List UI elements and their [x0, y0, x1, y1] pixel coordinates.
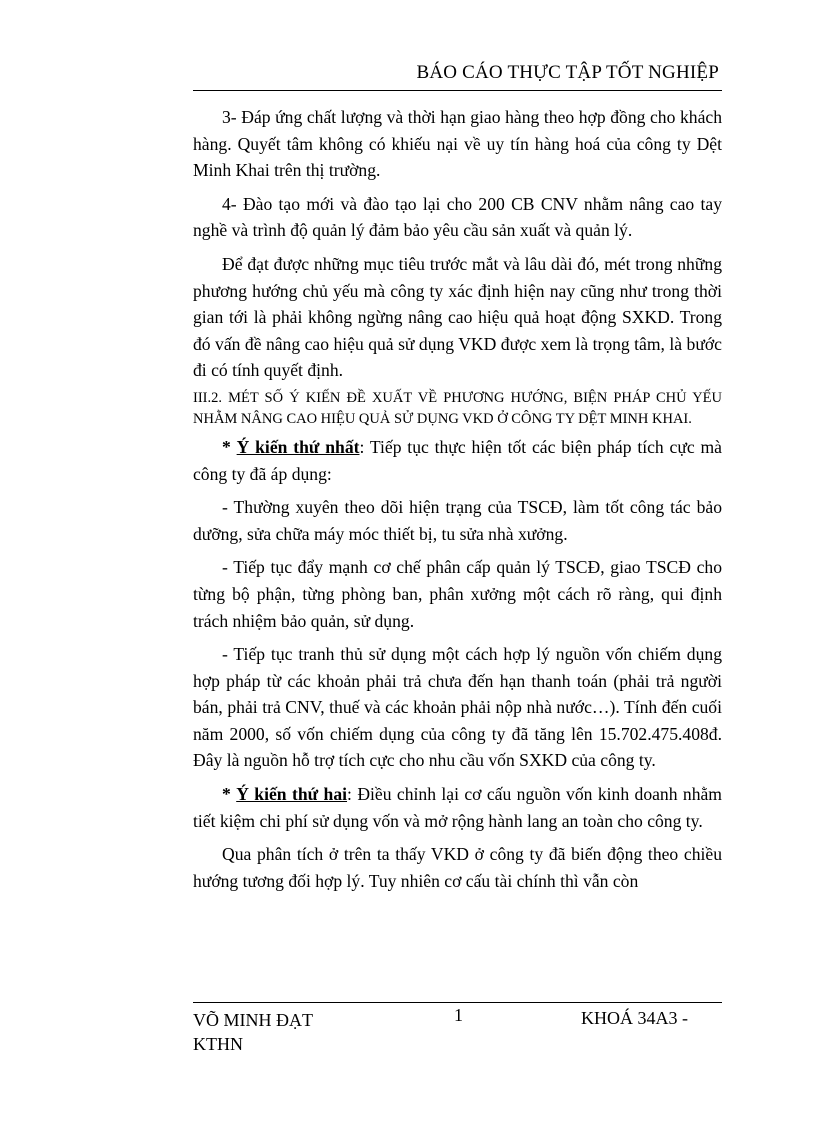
- paragraph-opinion-2: [193, 781, 722, 834]
- opinion-1-label: Ý kiến thứ nhất: [236, 436, 360, 457]
- page-header-title: BÁO CÁO THỰC TẬP TỐT NGHIỆP: [416, 62, 719, 83]
- footer-course: KHOÁ 34A3 -: [581, 1008, 688, 1028]
- bullet-decentralization: - Tiếp tục đẩy mạnh cơ chế phân cấp quản lý TSCĐ, giao TSCĐ cho từng bộ phận, từng phòng ban, phân xưởng một cách rõ ràng, qui định trách nhiệm bảo quản, sử dụng.: [193, 557, 722, 631]
- footer-divider: [193, 1002, 722, 1003]
- page-number: 1: [454, 1005, 463, 1025]
- opinion-2-label: Ý kiến thứ hai: [236, 784, 348, 805]
- document-body: [193, 104, 722, 901]
- paragraph-goal-4: 4- Đào tạo mới và đào tạo lại cho 200 CB CNV nhằm nâng cao tay nghề và trình độ quản lý đảm bảo yêu cầu sản xuất và quản lý.: [193, 193, 722, 241]
- opinion-2-text: : Điều chỉnh lại cơ cấu nguồn vốn kinh doanh nhằm tiết kiệm chi phí sử dụng vốn và mở rộng hành lang an toàn cho công ty.: [193, 784, 722, 831]
- bullet-maintenance: - Thường xuyên theo dõi hiện trạng của TSCĐ, làm tốt công tác bảo dưỡng, sửa chữa máy móc thiết bị, tu sửa nhà xưởng.: [193, 497, 722, 544]
- bullet-star: *: [222, 784, 231, 805]
- paragraph-analysis: Qua phân tích ở trên ta thấy VKD ở công ty đã biến động theo chiều hướng tương đối hợp lý. Tuy nhiên cơ cấu tài chính thì vẫn còn: [193, 844, 722, 891]
- header-divider: [193, 90, 722, 91]
- bullet-star: *: [222, 436, 231, 457]
- section-heading: III.2. MÉT SỐ Ý KIẾN ĐỀ XUẤT VỀ PHƯƠNG HƯỚNG, BIỆN PHÁP CHỦ YẾU NHẰM NÂNG CAO HIỆU QUẢ SỬ DỤNG VKD Ở CÔNG TY DỆT MINH KHAI.: [193, 389, 722, 428]
- paragraph-goal-3: 3- Đáp ứng chất lượng và thời hạn giao hàng theo hợp đồng cho khách hàng. Quyết tâm không có khiếu nại về uy tín hàng hoá của công ty Dệt Minh Khai trên thị trường.: [193, 107, 722, 181]
- bullet-appropriated-capital: - Tiếp tục tranh thủ sử dụng một cách hợp lý nguồn vốn chiếm dụng hợp pháp từ các khoản phải trả chưa đến hạn thanh toán (phải trả người bán, phải trả CNV, thuế và các khoản phải nộp nhà nước…). Tính đến cuối năm 2000, số vốn chiếm dụng của công ty đã tăng lên 15.702.475.408đ. Đây là nguồn hỗ trợ tích cực cho nhu cầu vốn SXKD của công ty.: [193, 644, 722, 771]
- paragraph-direction: Để đạt được những mục tiêu trước mắt và lâu dài đó, mét trong những phương hướng chủ yếu mà công ty xác định hiện nay cũng như trong thời gian tới là phải không ngừng nâng cao hiệu quả hoạt động SXKD. Trong đó vấn đề nâng cao hiệu quả sử dụng VKD được xem là trọng tâm, là bước đi có tính quyết định.: [193, 253, 722, 381]
- opinion-1-text: : Tiếp tục thực hiện tốt các biện pháp tích cực mà công ty đã áp dụng:: [193, 436, 722, 484]
- footer-author: VÕ MINH ĐẠT KTHN: [193, 1010, 313, 1054]
- paragraph-opinion-1: [193, 434, 722, 487]
